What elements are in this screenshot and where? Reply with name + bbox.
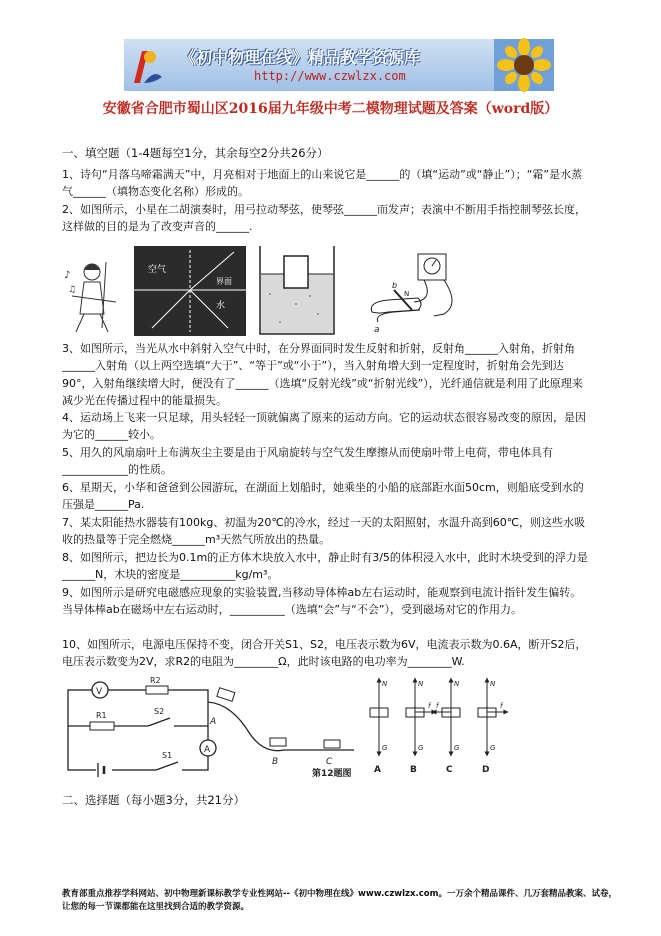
force-n-a: N (382, 680, 388, 688)
option-a-label: A (374, 765, 381, 775)
floating-block-figure (256, 244, 338, 336)
ammeter-label: A (204, 745, 211, 755)
s2-label: S2 (154, 707, 165, 716)
force-n-b: N (418, 680, 424, 688)
question-10: 10、如图所示，电源电压保持不变，闭合开关S1、S2，电压表示数为6V，电流表示数为0.6A，断开S2后，电压表示数变为2V，求R2的电阻为________Ω，此时该电路的电功率为________W. (62, 638, 587, 669)
n-label: N (404, 290, 410, 298)
banner-title: 《初中物理在线》精品教学资源库 (180, 48, 421, 67)
force-n-d: N (490, 680, 496, 688)
force-f-c: f (436, 702, 439, 710)
force-diagram-options (360, 674, 510, 782)
question-4: 4、运动场上飞来一只足球，用头轻轻一顶就偏离了原来的运动方向。它的运动状态很容易改变的原因，是因为它的______较小。 (62, 411, 586, 442)
figure-12-caption: 第12题图 (312, 769, 352, 779)
point-c-label: C (326, 757, 333, 767)
question-6: 6、星期天，小华和爸爸到公园游玩，在湖面上划船时，她乘坐的小船的底部距水面50cm，则船底受到水的压强是______Pa. (62, 481, 584, 512)
force-g-a: G (382, 744, 388, 752)
force-g-d: G (490, 744, 496, 752)
header-banner (124, 39, 554, 91)
s1-label: S1 (162, 751, 173, 760)
question-5: 5、用久的风扇扇叶上布满灰尘主要是由于风扇旋转与空气发生摩擦从而使扇叶带上电荷，带电体具有____________的性质。 (62, 446, 553, 477)
force-f-d: f (500, 702, 503, 710)
erhu-player-figure (62, 258, 126, 336)
air-label: 空气 (148, 265, 167, 275)
sunflower-icon (494, 39, 554, 91)
question-2: 2、如图所示，小星在二胡演奏时，用弓拉动琴弦，使琴弦______而发声；表演中不断用手指控制琴弦长度，这样做的目的是为了改变声音的______. (62, 203, 586, 234)
question-3: 3、如图所示，当光从水中斜射入空气中时，在分界面同时发生反射和折射，反射角______入射角，折射角______入射角（以上两空选填“大于”、“等于”或“小于”），当入射角增大到一定程度时，折射角会先到达90°，入射角继续增大时，便没有了______（选填“反射光线”或“折射光线”），光纤通信就是利用了此原理来减少光在传播过程中的能量损失。 (62, 342, 583, 408)
force-g-c: G (454, 744, 460, 752)
question-1: 1、诗句“月落乌啼霜满天”中，月亮相对于地面上的山来说它是______的（填“运动”或“静止”）；“霜”是水蒸气______（填物态变化名称）形成的。 (62, 168, 583, 199)
svg-text:♪: ♪ (64, 270, 71, 281)
force-n-c: N (454, 680, 460, 688)
point-a-label: A (210, 717, 217, 727)
r1-label: R1 (96, 711, 107, 720)
page-footer: 教育部重点推荐学科网站、初中物理新课标教学专业性网站--《初中物理在线》www.czwlzx.com。一万余个精品课件、几万套精品教案、试卷，让您的每一节课都能在这里找到合适的教学资源。 (62, 889, 617, 912)
section-choice-heading: 二、选择题（每小题3分，共21分） (62, 793, 245, 807)
force-f-b: f (428, 702, 431, 710)
circuit-diagram (64, 676, 217, 780)
site-logo-icon (128, 43, 164, 87)
question-7: 7、某太阳能热水器装有100kg、初温为20℃的冷水，经过一天的太阳照射，水温升高到60℃，则这些水吸收的热量等于完全燃烧______m³天然气所放出的热量。 (62, 516, 586, 547)
option-c-label: C (446, 765, 453, 775)
force-g-b: G (418, 744, 424, 752)
option-b-label: B (410, 765, 417, 775)
banner-url: http://www.czwlzx.com (254, 69, 406, 83)
interface-label: 界面 (216, 277, 232, 286)
question-8: 8、如图所示，把边长为0.1m的正方体木块放入水中，静止时有3/5的体积浸入水中，此时木块受到的浮力是______N，木块的密度是__________kg/m³。 (62, 551, 588, 582)
electromagnetic-induction-figure (364, 250, 466, 336)
voltmeter-label: V (96, 687, 103, 697)
point-b-label: B (272, 757, 279, 767)
b-label: b (392, 281, 398, 290)
a-label: a (374, 325, 380, 335)
document-title: 安徽省合肥市蜀山区2016届九年级中考二模物理试题及答案（word版） (102, 101, 559, 117)
svg-text:♫: ♫ (68, 285, 77, 295)
question-9: 9、如图所示是研究电磁感应现象的实验装置,当移动导体棒ab左右运动时，能观察到电流计指针发生偏转。当导体棒ab在磁场中左右运动时，__________（选填“会”与“不会”），受到磁场对它的作用力。 (62, 586, 582, 617)
refraction-diagram (134, 246, 246, 336)
r2-label: R2 (150, 676, 161, 685)
section-fill-in-heading: 一、填空题（1-4题每空1分，其余每空2分共26分） (62, 146, 329, 160)
option-d-label: D (482, 765, 490, 775)
sled-slope-figure (204, 684, 356, 780)
water-label: 水 (216, 301, 226, 311)
